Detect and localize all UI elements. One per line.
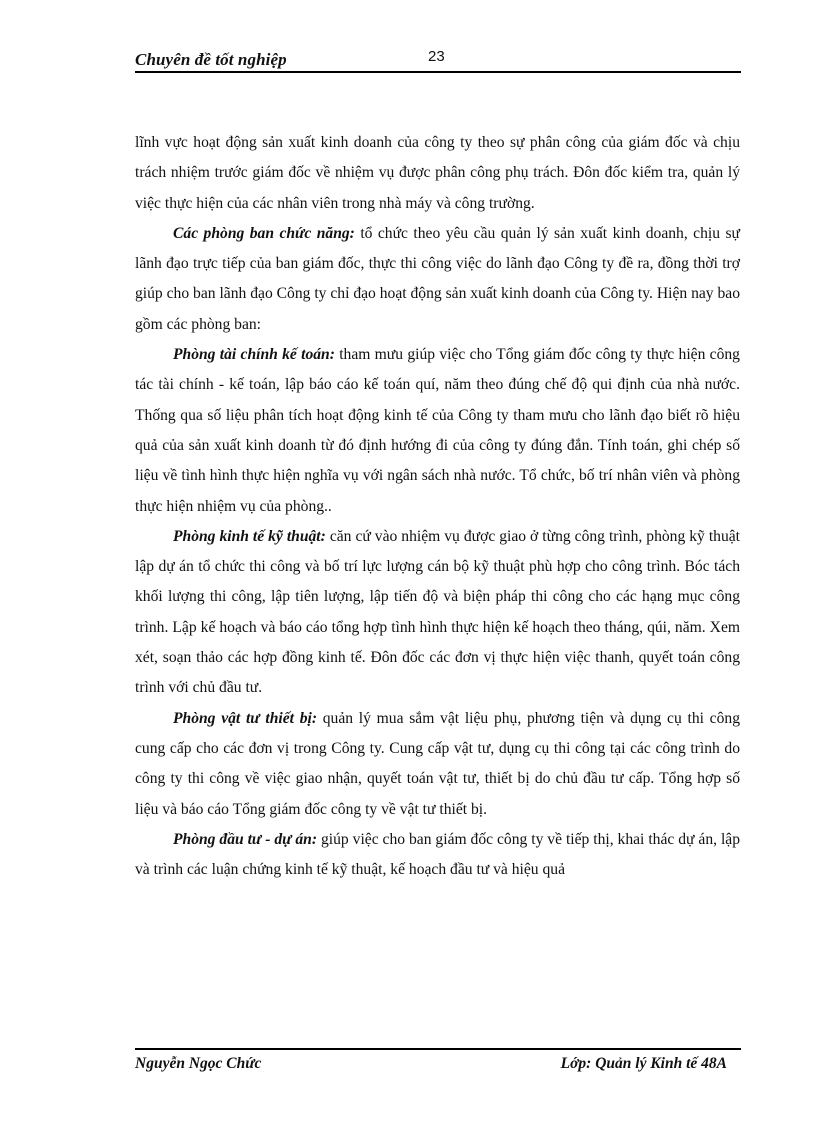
paragraph-1: [135, 128, 740, 219]
paragraph-5: [135, 704, 740, 825]
page-footer: [135, 1048, 741, 1078]
paragraph-text: căn cứ vào nhiệm vụ được giao ở từng công trình, phòng kỹ thuật lập dự án tổ chức thi công và bố trí lực lượng cán bộ kỹ thuật phù hợp cho công trình. Bóc tách khối lượng thi công, lập tiên lượng, lập tiến độ và biện pháp thi công cho các hạng mục công trình. Lập kế hoạch và báo cáo tổng hợp tình hình thực hiện kế hoạch theo tháng, qúi, năm. Xem xét, soạn thảo các hợp đồng kinh tế. Đôn đốc các đơn vị thực hiện việc thanh, quyết toán công trình với chủ đầu tư.: [135, 527, 740, 697]
paragraph-6: [135, 825, 740, 886]
author-name: Nguyễn Ngọc Chức: [135, 1055, 262, 1072]
page-header: [135, 46, 741, 72]
paragraph-heading: Phòng vật tư thiết bị:: [173, 709, 318, 727]
page-number: 23: [428, 48, 445, 65]
document-body: [135, 128, 740, 885]
paragraph-heading: Phòng kinh tế kỹ thuật:: [173, 527, 326, 545]
document-title: Chuyên đề tốt nghiệp: [135, 50, 287, 69]
paragraph-text: tổ chức theo yêu cầu quản lý sản xuất kinh doanh, chịu sự lãnh đạo trực tiếp của ban giám đốc, thực thi công việc do lãnh đạo Công ty đề ra, đồng thời trợ giúp cho ban lãnh đạo Công ty chỉ đạo hoạt động sản xuất kinh doanh của Công ty. Hiện nay bao gồm các phòng ban:: [135, 224, 740, 333]
class-label: Lớp: Quản lý Kinh tế 48A: [560, 1055, 727, 1072]
paragraph-text: giúp việc cho ban giám đốc công ty về tiếp thị, khai thác dự án, lập và trình các luận chứng kinh tế kỹ thuật, kế hoạch đầu tư và hiệu quả: [135, 830, 740, 879]
paragraph-heading: Phòng tài chính kế toán:: [173, 346, 335, 364]
paragraph-text: quản lý mua sắm vật liệu phụ, phương tiện và dụng cụ thi công cung cấp cho các đơn vị trong Công ty. Cung cấp vật tư, dụng cụ thi công tại các công trình do công ty thi công về việc giao nhận, quyết toán vật tư, thiết bị do chủ đầu tư cấp. Tổng hợp số liệu và báo cáo Tổng giám đốc công ty về vật tư thiết bị.: [135, 709, 740, 818]
paragraph-heading: Các phòng ban chức năng:: [173, 224, 355, 242]
paragraph-text: lĩnh vực hoạt động sản xuất kinh doanh của công ty theo sự phân công của giám đốc và chịu trách nhiệm trước giám đốc về nhiệm vụ được phân công phụ trách. Đôn đốc kiểm tra, quản lý việc thực hiện của các nhân viên trong nhà máy và công trường.: [135, 134, 740, 212]
paragraph-3: [135, 340, 740, 522]
paragraph-2: [135, 219, 740, 340]
paragraph-text: tham mưu giúp việc cho Tổng giám đốc công ty thực hiện công tác tài chính - kế toán, lập báo cáo kế toán quí, năm theo đúng chế độ qui định của nhà nước. Thống qua số liệu phân tích hoạt động kinh tế của Công ty tham mưu cho lãnh đạo biết rõ hiệu quả của sản xuất kinh doanh từ đó định hướng đi của công ty đúng đắn. Tính toán, ghi chép số liệu về tình hình thực hiện nghĩa vụ với ngân sách nhà nước. Tổ chức, bố trí nhân viên và phòng thực hiện nhiệm vụ của phòng..: [135, 346, 740, 515]
paragraph-4: [135, 522, 740, 704]
paragraph-heading: Phòng đầu tư - dự án:: [173, 830, 318, 848]
footer-divider: [135, 1048, 741, 1050]
header-divider: [135, 71, 741, 73]
